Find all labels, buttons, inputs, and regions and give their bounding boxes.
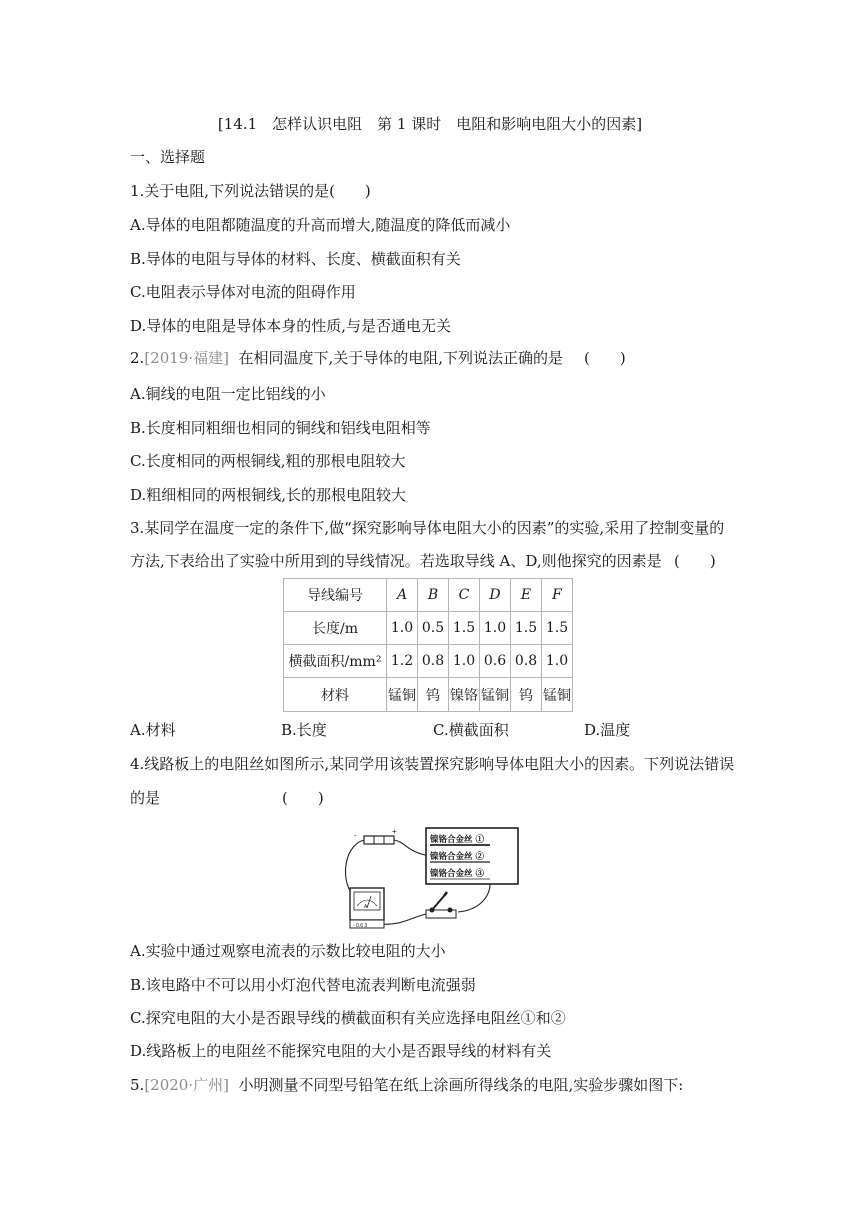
table-row <box>284 612 573 645</box>
table-cell: 0.8 <box>418 645 449 678</box>
table-header-cell: B <box>418 579 449 612</box>
q5-source: [2020·广州] <box>144 1076 229 1094</box>
table-cell: 锰铜 <box>387 678 418 712</box>
table-header-cell: F <box>542 579 573 612</box>
wire-top <box>394 840 430 856</box>
q1-option-d: D.导体的电阻是导体本身的性质,与是否通电无关 <box>130 317 452 335</box>
wire-2-label: 镍铬合金丝 ② <box>430 852 484 862</box>
table-cell: 锰铜 <box>542 678 573 712</box>
q2-option-c: C.长度相同的两根铜线,粗的那根电阻较大 <box>130 452 406 470</box>
ammeter-label: A <box>364 904 368 910</box>
table-cell: 锰铜 <box>480 678 511 712</box>
q4-stem-line2-wrap <box>130 788 324 808</box>
q4-option-d: D.线路板上的电阻丝不能探究电阻的大小是否跟导线的材料有关 <box>130 1042 552 1060</box>
table-cell: 横截面积/mm² <box>284 645 387 678</box>
q1-option-a: A.导体的电阻都随温度的升高而增大,随温度的降低而减小 <box>130 216 511 234</box>
table-header-cell: D <box>480 579 511 612</box>
table-cell: 1.5 <box>511 612 542 645</box>
table-cell: 1.5 <box>542 612 573 645</box>
page-title: [14.1 怎样认识电阻 第 1 课时 电阻和影响电阻大小的因素] <box>217 115 643 133</box>
q2-answer-paren: ( ) <box>584 349 626 367</box>
q1-option-b: B.导体的电阻与导体的材料、长度、横截面积有关 <box>130 250 461 268</box>
q5-stem-line <box>130 1075 683 1095</box>
circuit-figure <box>340 826 520 930</box>
q3-option-a: A.材料 <box>130 721 176 739</box>
table-cell: 钨 <box>418 678 449 712</box>
table-cell: 长度/m <box>284 612 387 645</box>
q4-stem-line1: 4.线路板上的电阻丝如图所示,某同学用该装置探究影响导体电阻大小的因素。下列说法错误 <box>130 755 735 773</box>
q2-option-d: D.粗细相同的两根铜线,长的那根电阻较大 <box>130 486 407 504</box>
q2-option-b: B.长度相同粗细也相同的铜线和铝线电阻相等 <box>130 419 431 437</box>
table-cell: 1.2 <box>387 645 418 678</box>
q2-number: 2. <box>130 349 145 367</box>
q3-stem-line2-wrap <box>130 551 716 571</box>
table-cell: 钨 <box>511 678 542 712</box>
table-cell: 1.5 <box>449 612 480 645</box>
q4-answer-paren: ( ) <box>282 789 324 807</box>
q3-option-c: C.横截面积 <box>433 721 509 739</box>
table-cell: 镍铬 <box>449 678 480 712</box>
table-cell: 1.0 <box>542 645 573 678</box>
section-heading: 一、选择题 <box>130 148 206 166</box>
q4-stem-line2: 的是 <box>130 789 161 807</box>
q2-stem-line <box>130 348 626 368</box>
table-cell: 0.6 <box>480 645 511 678</box>
table-cell: 0.8 <box>511 645 542 678</box>
wire-3-label: 镍铬合金丝 ③ <box>430 869 484 879</box>
ammeter-icon <box>350 888 384 929</box>
svg-text:+: + <box>392 827 397 836</box>
q3-stem-line2: 方法,下表给出了实验中所用到的导线情况。若选取导线 A、D,则他探究的因素是 <box>130 552 662 570</box>
resistance-board <box>426 828 518 884</box>
q3-answer-paren: ( ) <box>674 552 716 570</box>
table-cell: 0.5 <box>418 612 449 645</box>
svg-text:-: - <box>354 831 357 840</box>
q1-option-c: C.电阻表示导体对电流的阻碍作用 <box>130 283 356 301</box>
q4-option-a: A.实验中通过观察电流表的示数比较电阻的大小 <box>130 942 446 960</box>
q2-source: [2019·福建] <box>144 349 229 367</box>
q4-option-c: C.探究电阻的大小是否跟导线的横截面积有关应选择电阻丝①和② <box>130 1009 566 1027</box>
table-cell: 1.0 <box>387 612 418 645</box>
table-header-cell: E <box>511 579 542 612</box>
q3-stem-line1: 3.某同学在温度一定的条件下,做“探究影响导体电阻大小的因素”的实验,采用了控制变量的 <box>130 519 725 537</box>
wire-1-label: 镍铬合金丝 ① <box>430 835 484 845</box>
q2-stem: 在相同温度下,关于导体的电阻,下列说法正确的是 <box>238 349 564 367</box>
table-header-cell: 导线编号 <box>284 579 387 612</box>
table-header-cell: A <box>387 579 418 612</box>
wire-table <box>283 578 573 712</box>
table-cell: 材料 <box>284 678 387 712</box>
q3-option-d: D.温度 <box>584 721 631 739</box>
wire-right <box>458 884 490 912</box>
q2-option-a: A.铜线的电阻一定比铝线的小 <box>130 385 326 403</box>
q1-stem: 1.关于电阻,下列说法错误的是( ) <box>130 182 371 200</box>
q5-stem: 小明测量不同型号铅笔在纸上涂画所得线条的电阻,实验步骤如图下: <box>238 1076 684 1094</box>
table-cell: 1.0 <box>449 645 480 678</box>
ammeter-terminals: - 0.6 3 <box>353 923 368 929</box>
table-cell: 1.0 <box>480 612 511 645</box>
q4-option-b: B.该电路中不可以用小灯泡代替电流表判断电流强弱 <box>130 976 476 994</box>
table-header-cell: C <box>449 579 480 612</box>
switch-icon <box>426 892 456 918</box>
table-row <box>284 678 573 712</box>
table-row <box>284 645 573 678</box>
table-header-row <box>284 579 573 612</box>
q5-number: 5. <box>130 1076 145 1094</box>
wire-bottom <box>380 914 426 924</box>
q3-option-b: B.长度 <box>281 721 327 739</box>
